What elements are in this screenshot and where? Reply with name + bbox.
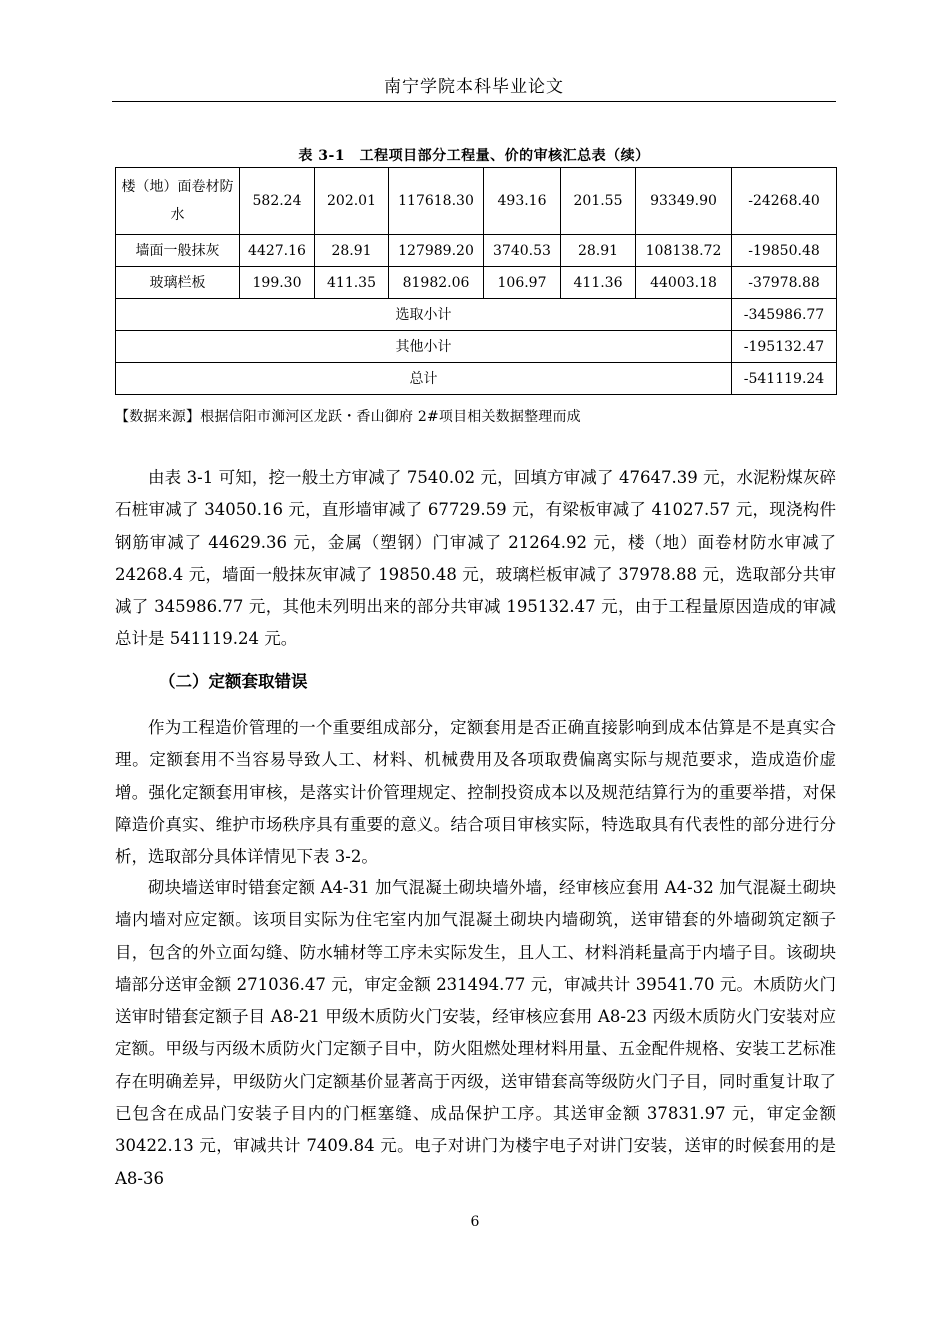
paragraph-text: 作为工程造价管理的一个重要组成部分，定额套用是否正确直接影响到成本估算是不是真实合理。定额套用不当容易导致人工、材料、机械费用及各项取费偏离实际与规范要求，造成造价虚增。强化定额套用审核，是落实计价管理规定、控制投资成本以及规范结算行为的重要举措，对保障造价真实、维护市场秩序具有重要的意义。结合项目审核实际，特选取具有代表性的部分进行分析，选取部分具体详情见下表 3-2。 xyxy=(115,718,836,867)
table-cell: 93349.90 xyxy=(636,168,732,235)
table-cell: 108138.72 xyxy=(636,235,732,267)
table-cell: 28.91 xyxy=(315,235,389,267)
table-cell: 106.97 xyxy=(484,267,561,299)
table-cell: 493.16 xyxy=(484,168,561,235)
table-cell: 117618.30 xyxy=(389,168,484,235)
body-paragraph xyxy=(115,712,836,873)
table-row xyxy=(116,235,837,267)
body-paragraph xyxy=(115,462,836,656)
body-paragraph xyxy=(115,872,836,1195)
subtotal-label: 其他小计 xyxy=(116,331,732,363)
subtotal-value: -195132.47 xyxy=(732,331,837,363)
table-cell: 44003.18 xyxy=(636,267,732,299)
table-cell: 81982.06 xyxy=(389,267,484,299)
table-cell: -37978.88 xyxy=(732,267,837,299)
paragraph-text: 由表 3-1 可知，挖一般土方审减了 7540.02 元，回填方审减了 47647.39 元，水泥粉煤灰碎石桩审减了 34050.16 元，直形墙审减了 67729.59 元，有梁板审减了 41027.57 元，现浇构件钢筋审减了 44629.36 元，金属（塑钢）门审减了 21264.92 元，楼（地）面卷材防水审减了 24268.4 元，墙面一般抹灰审减了 19850.48 元，玻璃栏板审减了 37978.88 元，选取部分共审减了 345986.77 元，其他未列明出来的部分共审减 195132.47 元，由于工程量原因造成的审减总计是 541119.24 元。 xyxy=(115,468,836,649)
row-name-cell: 墙面一般抹灰 xyxy=(116,235,240,267)
table-cell: 28.91 xyxy=(561,235,636,267)
table-cell: 582.24 xyxy=(240,168,315,235)
subtotal-label: 选取小计 xyxy=(116,299,732,331)
table-cell: -24268.40 xyxy=(732,168,837,235)
row-name-cell: 玻璃栏板 xyxy=(116,267,240,299)
table-row xyxy=(116,267,837,299)
section-heading: （二）定额套取错误 xyxy=(159,672,308,691)
running-header: 南宁学院本科毕业论文 xyxy=(384,77,564,97)
table-row xyxy=(116,168,837,235)
table-cell: 202.01 xyxy=(315,168,389,235)
total-value: -541119.24 xyxy=(732,363,837,395)
review-summary-table xyxy=(115,167,837,395)
header-rule xyxy=(112,101,836,102)
table-cell: -19850.48 xyxy=(732,235,837,267)
table-cell: 3740.53 xyxy=(484,235,561,267)
table-cell: 4427.16 xyxy=(240,235,315,267)
table-cell: 411.35 xyxy=(315,267,389,299)
subtotal-row xyxy=(116,299,837,331)
subtotal-value: -345986.77 xyxy=(732,299,837,331)
table-cell: 199.30 xyxy=(240,267,315,299)
row-name-cell: 楼（地）面卷材防水 xyxy=(116,168,240,235)
total-label: 总计 xyxy=(116,363,732,395)
table-caption: 表 3-1 工程项目部分工程量、价的审核汇总表（续） xyxy=(298,148,650,164)
total-row xyxy=(116,363,837,395)
table-cell: 411.36 xyxy=(561,267,636,299)
table-cell: 201.55 xyxy=(561,168,636,235)
table-cell: 127989.20 xyxy=(389,235,484,267)
page-number: 6 xyxy=(470,1214,480,1230)
paragraph-text: 砌块墙送审时错套定额 A4-31 加气混凝土砌块墙外墙，经审核应套用 A4-32 加气混凝土砌块墙内墙对应定额。该项目实际为住宅室内加气混凝土砌块内墙砌筑，送审错套的外墙砌筑定额子目，包含的外立面勾缝、防水辅材等工序未实际发生，且人工、材料消耗量高于内墙子目。该砌块墙部分送审金额 271036.47 元，审定金额 231494.77 元，审减共计 39541.70 元。木质防火门送审时错套定额子目 A8-21 甲级木质防火门安装，经审核应套用 A8-23 丙级木质防火门安装对应定额。甲级与丙级木质防火门定额子目中，防火阻燃处理材料用量、五金配件规格、安装工艺标准存在明确差异，甲级防火门定额基价显著高于丙级，送审错套高等级防火门子目，同时重复计取了已包含在成品门安装子目内的门框塞缝、成品保护工序。其送审金额 37831.97 元，审定金额 30422.13 元，审减共计 7409.84 元。电子对讲门为楼宇电子对讲门安装，送审的时候套用的是 A8-36 xyxy=(115,878,836,1188)
data-source-note: 【数据来源】根据信阳市浉河区龙跃・香山御府 2#项目相关数据整理而成 xyxy=(115,409,581,425)
subtotal-row xyxy=(116,331,837,363)
